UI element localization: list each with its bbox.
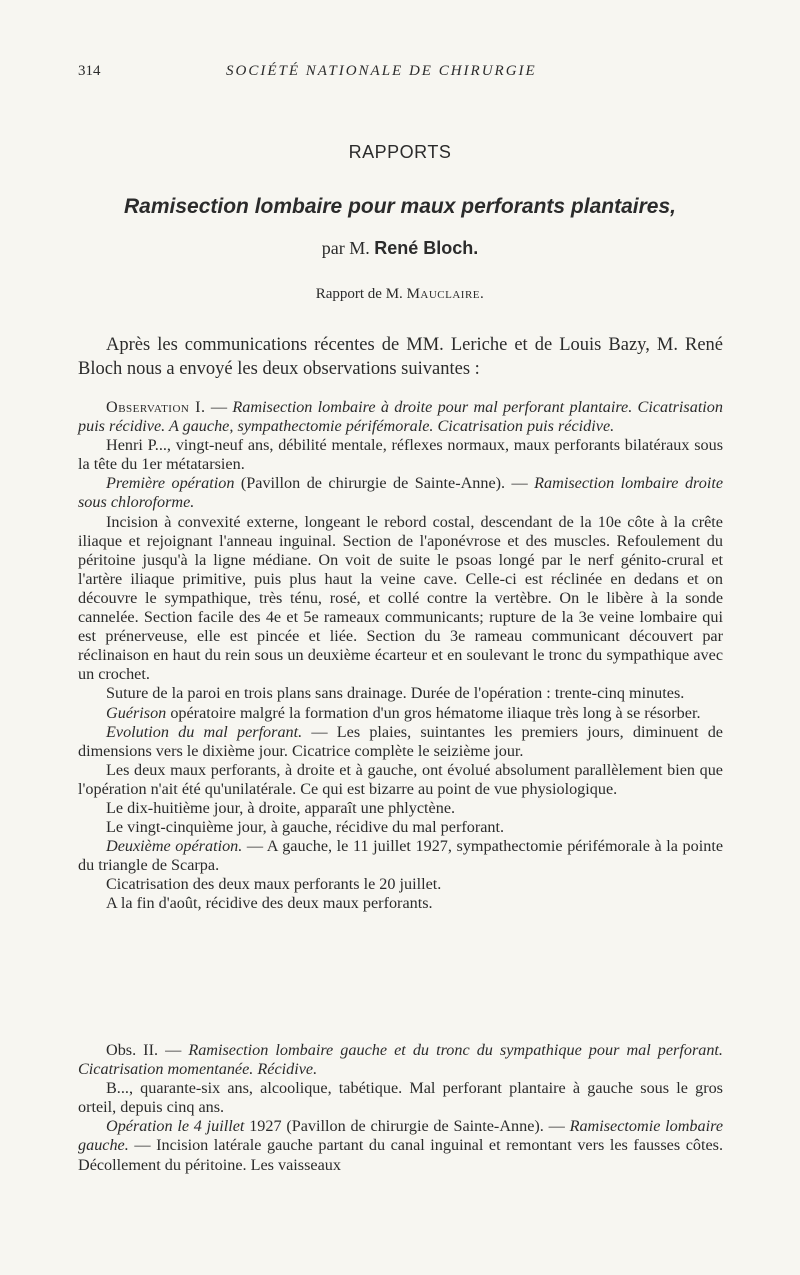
author-name: René Bloch. (374, 238, 479, 258)
paragraph: Le vingt-cinquième jour, à gauche, récidive du mal perforant. (106, 818, 505, 837)
journal-title: SOCIÉTÉ NATIONALE DE CHIRURGIE (226, 63, 537, 79)
observation-2-summary: Ramisection lombaire gauche et du tronc du sympathique pour mal perforant. Cicatrisation momentanée. Récidive. (78, 1041, 723, 1079)
reporter-line (0, 286, 800, 303)
section-heading: RAPPORTS (348, 142, 452, 162)
observation-1-summary: Ramisection lombaire à droite pour mal perforant plantaire. Cicatrisation puis récidive. A gauche, sympathectomie périfémorale. Cicatrisation puis récidive. (78, 398, 723, 436)
reporter-name: Mauclaire. (406, 286, 485, 302)
paragraph: Cicatrisation des deux maux perforants le 20 juillet. (106, 875, 442, 894)
observation-1-label: Observation I. (106, 398, 206, 416)
observation-2-label: Obs. II. (106, 1041, 159, 1059)
paragraph: Suture de la paroi en trois plans sans drainage. Durée de l'opération : trente-cinq minutes. (106, 684, 685, 703)
article-title: Ramisection lombaire pour maux perforants plantaires, (124, 195, 676, 218)
paragraph: Le dix-huitième jour, à droite, apparaît une phlyctène. (106, 798, 456, 817)
intro-paragraph: Après les communications récentes de MM. Leriche et de Louis Bazy, M. René Bloch nous a envoyé les deux observations suivantes : (78, 335, 723, 379)
paragraph: Les deux maux perforants, à droite et à gauche, ont évolué absolument parallèlement bien que l'opération n'ait été qu'unilatérale. Ce qui est bizarre au point de vue physiologique. (78, 760, 723, 798)
paragraph: Henri P..., vingt-neuf ans, débilité mentale, réflexes normaux, maux perforants bilatéraux sous la tête du 1er métatarsien. (78, 436, 723, 474)
observation-1-heading: Observation I. — Ramisection lombaire à droite pour mal perforant plantaire. Cicatrisation puis récidive. A gauche, sympathectomie périfémorale. Cicatrisation puis récidive. (78, 398, 723, 436)
author-line (0, 238, 800, 259)
observation-2-heading: Obs. II. — Ramisection lombaire gauche et du tronc du sympathique pour mal perforant. Cicatrisation momentanée. Récidive. (78, 1041, 723, 1079)
paragraph: Opération le 4 juillet 1927 (Pavillon de chirurgie de Sainte-Anne). — Ramisectomie lombaire gauche. — Incision latérale gauche partant du canal inguinal et remontant vers les fausses côtes. Décollement du péritoine. Les vaisseaux (78, 1117, 724, 1174)
page-number: 314 (78, 63, 101, 79)
paragraph: B..., quarante-six ans, alcoolique, tabétique. Mal perforant plantaire à gauche sous le gros orteil, depuis cinq ans. (78, 1079, 723, 1117)
reporter-prefix: Rapport de M. (315, 286, 403, 302)
observation-2 (78, 1041, 723, 1175)
observation-1 (78, 398, 723, 914)
paragraph: A la fin d'août, récidive des deux maux perforants. (106, 894, 433, 913)
running-header (78, 60, 723, 84)
paragraph: Première opération (Pavillon de chirurgie de Sainte-Anne). — Ramisection lombaire droite sous chloroforme. (78, 474, 724, 512)
paragraph: Guérison opératoire malgré la formation d'un gros hématome iliaque très long à se résorber. (106, 703, 701, 722)
author-prefix: par M. (321, 238, 370, 258)
paragraph: Evolution du mal perforant. — Les plaies, suintantes les premiers jours, diminuent de dimensions vers le dixième jour. Cicatrice complète le seizième jour. (78, 722, 723, 760)
paragraph: Incision à convexité externe, longeant le rebord costal, descendant de la 10e côte à la crête iliaque et rejoignant l'anneau inguinal. Section de l'aponévrose et des muscles. Refoulement du péritoine jusqu'à la ligne médiane. On voit de suite le psoas longé par le nerf génito-crural et l'artère iliaque primitive, puis plus haut la veine cave. Celle-ci est réclinée en dedans et on découvre le sympathique, très ténu, rosé, et collé contre la vertèbre. On le libère à la sonde cannelée. Section facile des 4e et 5e rameaux communicants; rupture de la 3e veine lombaire qui est prénerveuse, elle est pincée et liée. Section du 3e rameau communicant découvert par réclinaison en haut du rein sous un deuxième écarteur et en soulevant le tronc du sympathique avec un crochet. (78, 512, 723, 684)
paragraph: Deuxième opération. — A gauche, le 11 juillet 1927, sympathectomie périfémorale à la pointe du triangle de Scarpa. (78, 837, 724, 875)
